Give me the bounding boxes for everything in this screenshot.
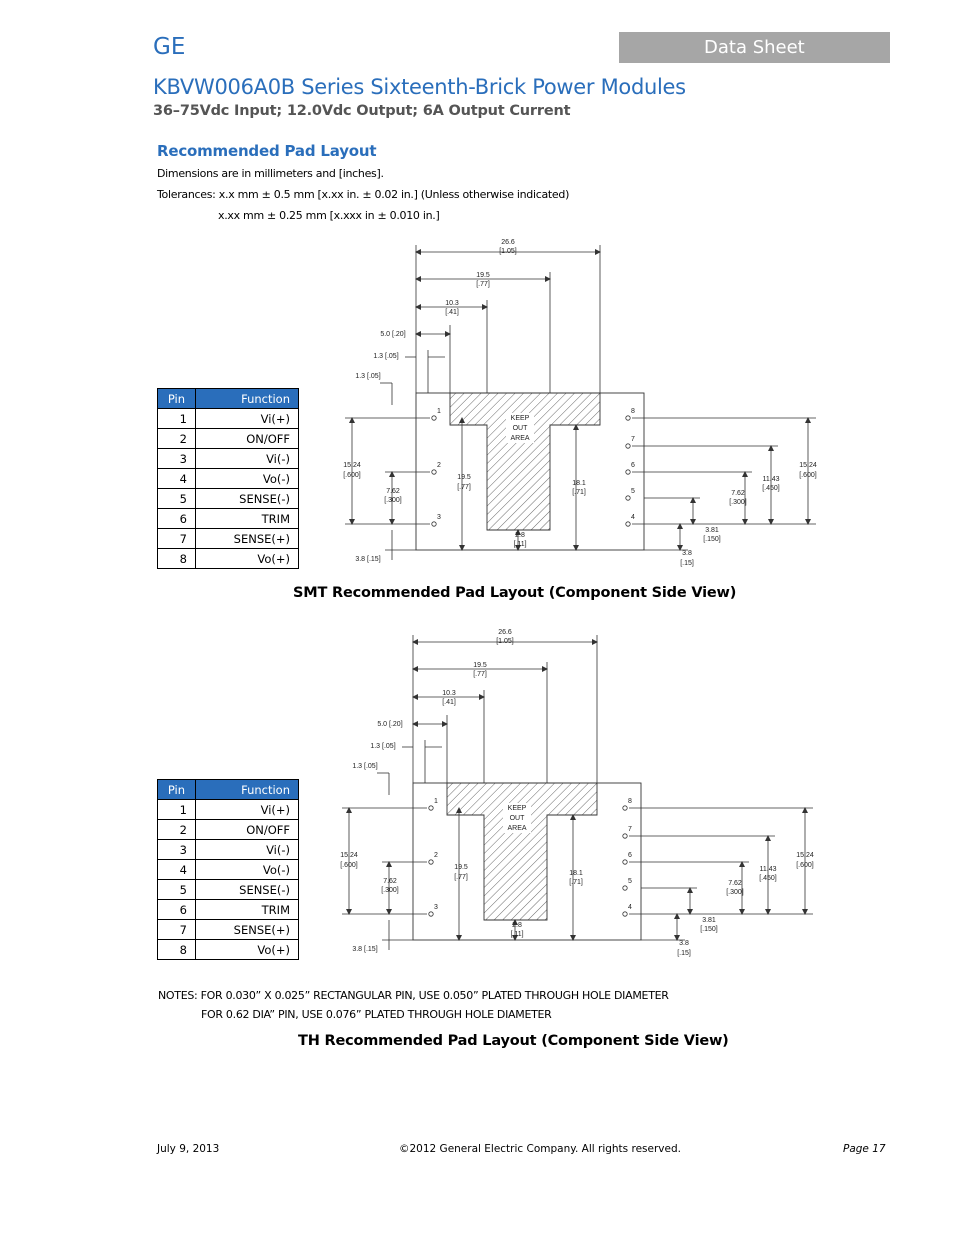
pin-number-label: 6 [631, 462, 635, 469]
dimension-label: [.150] [703, 536, 721, 543]
pin-column-header: Pin [158, 780, 196, 800]
function-cell: ON/OFF [195, 429, 298, 449]
dimension-label: 11.43 [762, 476, 780, 483]
dimension-label: 7.62 [386, 488, 400, 495]
keep-out-label: KEEP [507, 805, 527, 812]
pin-marker [626, 444, 630, 448]
dimension-label: 3.8 [679, 940, 689, 947]
table-row [158, 800, 299, 820]
pin-marker [432, 470, 436, 474]
function-cell: Vi(+) [195, 409, 298, 429]
pin-cell: 4 [158, 469, 196, 489]
pin-marker [626, 470, 630, 474]
pin-cell: 1 [158, 409, 196, 429]
function-cell: Vo(+) [195, 549, 298, 569]
dimension-label: [.450] [762, 485, 780, 492]
dimension-label: 3.8 [682, 550, 692, 557]
dimension-label: 26.6 [498, 629, 512, 636]
tolerance-line-2: x.xx mm ± 0.25 mm [x.xxx in ± 0.010 in.] [218, 209, 440, 222]
pin-number-label: 5 [628, 878, 632, 885]
dimension-label: 3.8 [.15] [355, 556, 381, 563]
pin-number-label: 8 [631, 408, 635, 415]
keep-out-label: OUT [509, 815, 525, 822]
dimension-label: [.150] [700, 926, 718, 933]
dimension-label: 26.6 [501, 239, 515, 246]
dimension-label: [1.05] [496, 638, 514, 645]
dimension-label: [.77] [457, 484, 471, 491]
table-row [158, 940, 299, 960]
dimension-label: [.71] [572, 489, 586, 496]
dimension-label: [.300] [729, 499, 747, 506]
notes-line-2: FOR 0.62 DIA” PIN, USE 0.076” PLATED THROUGH HOLE DIAMETER [201, 1008, 552, 1021]
dimension-label: 3.8 [.15] [352, 946, 378, 953]
pin-marker [432, 522, 436, 526]
function-cell: Vi(+) [195, 800, 298, 820]
pin-cell: 6 [158, 509, 196, 529]
table-row [158, 900, 299, 920]
table-row [158, 820, 299, 840]
dimension-label: [.600] [343, 472, 361, 479]
table-row [158, 880, 299, 900]
dimension-label: [.77] [454, 874, 468, 881]
dimension-label: 11.43 [759, 866, 777, 873]
pin-number-label: 7 [631, 436, 635, 443]
th-drawing [340, 629, 814, 957]
pin-cell: 3 [158, 840, 196, 860]
pin-number-label: 3 [434, 904, 438, 911]
pin-number-label: 3 [437, 514, 441, 521]
table-row [158, 920, 299, 940]
dimension-label: [.41] [445, 309, 459, 316]
dimension-label: [.600] [796, 862, 814, 869]
pin-number-label: 2 [434, 852, 438, 859]
function-cell: ON/OFF [195, 820, 298, 840]
section-title: Recommended Pad Layout [157, 142, 377, 160]
pin-number-label: 5 [631, 488, 635, 495]
pin-cell: 2 [158, 429, 196, 449]
dimension-label: 3.81 [702, 917, 716, 924]
dimension-label: 7.62 [728, 880, 742, 887]
dimension-label: [.300] [381, 887, 399, 894]
function-cell: Vo(-) [195, 860, 298, 880]
dimension-label: 7.62 [383, 878, 397, 885]
tolerance-line-1: Tolerances: x.x mm ± 0.5 mm [x.xx in. ± 0.02 in.] (Unless otherwise indicated) [157, 188, 570, 201]
smt-drawing [343, 239, 817, 567]
table-header-row [158, 780, 299, 800]
dimension-label: 15.24 [796, 852, 814, 859]
pin-marker [623, 912, 627, 916]
pin-number-label: 4 [631, 514, 635, 521]
dimension-label: 15.24 [343, 462, 361, 469]
dimension-label: 10.3 [442, 690, 456, 697]
dimension-label: [.41] [442, 699, 456, 706]
pin-cell: 5 [158, 880, 196, 900]
dimension-label: [.77] [473, 671, 487, 678]
dimension-label: 1.3 [.05] [370, 743, 396, 750]
dimension-label: [.71] [569, 879, 583, 886]
function-cell: Vo(+) [195, 940, 298, 960]
pin-marker [623, 806, 627, 810]
keep-out-label: AREA [507, 825, 527, 832]
dimension-label: 1.3 [.05] [373, 353, 399, 360]
dimension-label: 5.0 [.20] [377, 721, 403, 728]
dimension-label: 15.24 [340, 852, 358, 859]
data-sheet-label: Data Sheet [704, 37, 805, 58]
pin-number-label: 2 [437, 462, 441, 469]
dimension-label: 2.8 [512, 922, 522, 929]
page-title: KBVW006A0B Series Sixteenth-Brick Power Modules [153, 75, 686, 99]
footer-date: July 9, 2013 [157, 1143, 220, 1155]
function-cell: Vo(-) [195, 469, 298, 489]
pin-marker [429, 860, 433, 864]
dimension-label: 19.5 [457, 474, 471, 481]
dimension-label: [.15] [680, 560, 694, 567]
pin-marker [429, 806, 433, 810]
keep-out-label: AREA [510, 435, 530, 442]
keep-out-label: KEEP [510, 415, 530, 422]
pin-cell: 2 [158, 820, 196, 840]
dimension-label: 10.3 [445, 300, 459, 307]
function-column-header: Function [195, 780, 298, 800]
pin-number-label: 8 [628, 798, 632, 805]
pin-column-header: Pin [158, 389, 196, 409]
pin-marker [623, 834, 627, 838]
dimension-label: 1.3 [.05] [355, 373, 381, 380]
pin-marker [626, 416, 630, 420]
function-cell: SENSE(+) [195, 920, 298, 940]
pin-marker [626, 522, 630, 526]
pin-cell: 8 [158, 940, 196, 960]
smt-caption: SMT Recommended Pad Layout (Component Side View) [293, 585, 737, 601]
dimension-label: [.450] [759, 875, 777, 882]
pin-cell: 5 [158, 489, 196, 509]
pin-cell: 8 [158, 549, 196, 569]
pin-number-label: 7 [628, 826, 632, 833]
dimension-label: [.11] [510, 931, 524, 938]
dimension-label: 18.1 [572, 480, 586, 487]
dimension-label: [.11] [513, 541, 527, 548]
table-row [158, 840, 299, 860]
function-cell: Vi(-) [195, 449, 298, 469]
dimension-label: 15.24 [799, 462, 817, 469]
function-cell: Vi(-) [195, 840, 298, 860]
dimension-label: [.300] [384, 497, 402, 504]
pin-cell: 6 [158, 900, 196, 920]
pin-marker [623, 886, 627, 890]
pin-number-label: 1 [434, 798, 438, 805]
function-column-header: Function [195, 389, 298, 409]
keep-out-label: OUT [512, 425, 528, 432]
dimension-label: 7.62 [731, 490, 745, 497]
dimension-label: 3.81 [705, 527, 719, 534]
pin-marker [432, 416, 436, 420]
pin-marker [623, 860, 627, 864]
pin-marker [626, 496, 630, 500]
dimension-label: 5.0 [.20] [380, 331, 406, 338]
pin-cell: 7 [158, 529, 196, 549]
function-cell: TRIM [195, 900, 298, 920]
pin-number-label: 1 [437, 408, 441, 415]
dimension-label: [.600] [340, 862, 358, 869]
dimension-label: [.300] [726, 889, 744, 896]
dimension-label: [.77] [476, 281, 490, 288]
pin-cell: 7 [158, 920, 196, 940]
dimension-label: 19.5 [473, 662, 487, 669]
dimension-label: [.15] [677, 950, 691, 957]
page-subtitle: 36–75Vdc Input; 12.0Vdc Output; 6A Output Current [153, 103, 571, 119]
dimension-label: 1.3 [.05] [352, 763, 378, 770]
dimension-label: [1.05] [499, 248, 517, 255]
footer-page-number: Page 17 [843, 1143, 886, 1155]
footer-copyright: ©2012 General Electric Company. All rights reserved. [399, 1143, 681, 1155]
notes-line-1: NOTES: FOR 0.030” X 0.025” RECTANGULAR PIN, USE 0.050” PLATED THROUGH HOLE DIAMETER [158, 989, 669, 1002]
dimension-label: [.600] [799, 472, 817, 479]
table-row [158, 860, 299, 880]
function-cell: SENSE(+) [195, 529, 298, 549]
dimension-label: 18.1 [569, 870, 583, 877]
pin-cell: 3 [158, 449, 196, 469]
pin-marker [429, 912, 433, 916]
th-caption: TH Recommended Pad Layout (Component Side View) [298, 1033, 729, 1049]
function-cell: TRIM [195, 509, 298, 529]
ge-logo: GE [153, 34, 186, 60]
dimension-label: 19.5 [476, 272, 490, 279]
th-pin-table [157, 779, 299, 960]
function-cell: SENSE(-) [195, 880, 298, 900]
pin-number-label: 4 [628, 904, 632, 911]
dimension-label: 2.8 [515, 532, 525, 539]
pin-cell: 1 [158, 800, 196, 820]
dimension-label: 19.5 [454, 864, 468, 871]
function-cell: SENSE(-) [195, 489, 298, 509]
pin-number-label: 6 [628, 852, 632, 859]
pin-cell: 4 [158, 860, 196, 880]
dimensions-note: Dimensions are in millimeters and [inches]. [157, 167, 384, 180]
